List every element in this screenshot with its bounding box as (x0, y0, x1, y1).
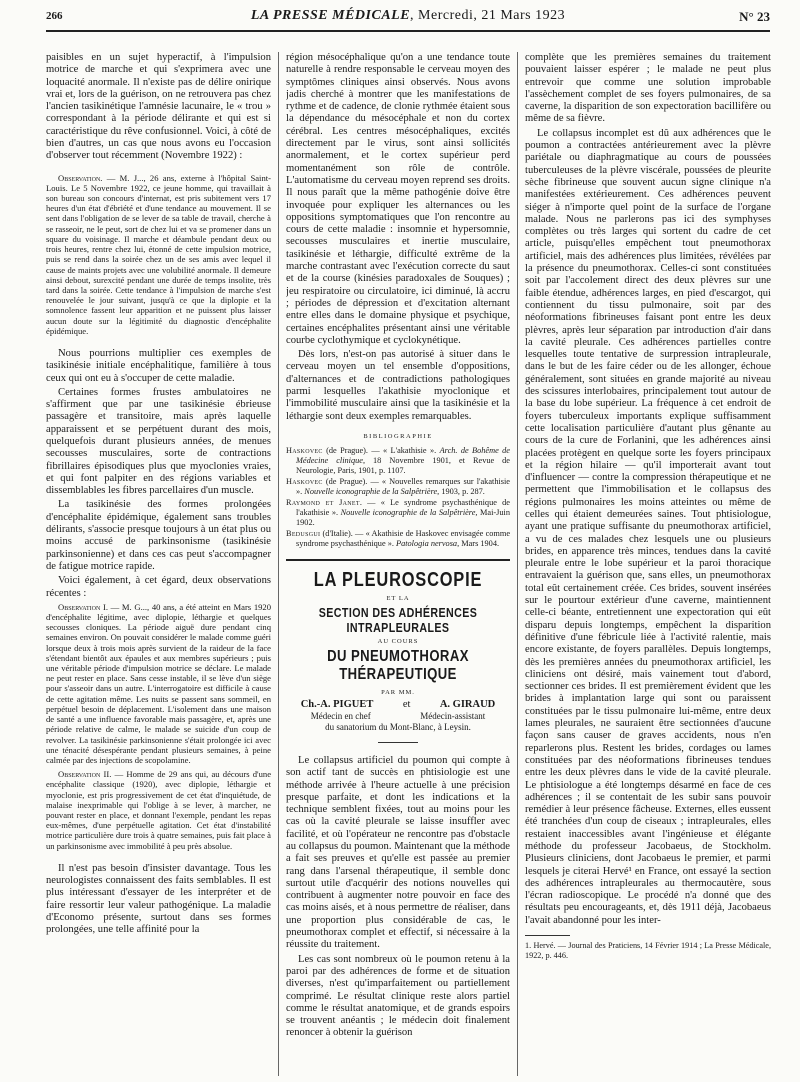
author-conjunction: et (402, 698, 411, 710)
paragraph: Dès lors, n'est-on pas autorisé à situer dans le cerveau moyen un tel ensemble d'oppositions, d'alternances et de contradictions pathologiques parmi lesquelles l'akathisie myoclonique et l'immobilité musculaire ainsi que la tasikinésie et la léthargie sont deux exemples remarquables. (286, 349, 510, 422)
observation-2 (46, 769, 271, 851)
paragraph: Certaines formes frustes ambulatoires ne s'affirment que par une tasikinésie ébrieuse passagère et transitoire, mais après laquelle apparaissent et se perpétuent durant des mois, quelquefois durant plusieurs années, de menues secousses musculaires, sorte de contractions fibrillaires épisodiques plus que myoclonies vraies, et qui font palpiter en des régions variables et dissemblables les fibres parcellaires d'un muscle. (46, 386, 271, 497)
masthead-title (46, 8, 770, 24)
bibliography-entry: Raymond et Janet. — « Le syndrome psychasthénique de l'akathisie ». Nouvelle iconographie de la Salpêtrière, Mai-Juin 1902. (286, 497, 510, 527)
column-3 (525, 52, 771, 1078)
paragraph: Voici également, à cet égard, deux observations récentes : (46, 575, 271, 599)
observation-label: Observation II. (58, 769, 112, 780)
issue-number: N° 23 (739, 9, 770, 24)
article-title: LA PLEUROSCOPIE (313, 568, 483, 591)
paragraph: Il n'est pas besoin d'insister davantage. Tous les neurologistes connaissent des faits semblables. Il est plus intéressant d'essayer de les interpréter et de faire ressortir leur valeur pathogénique. La maladie d'Economo présente, surtout dans ses formes prolongées, une telle affinité pour la (46, 862, 271, 936)
observation (46, 173, 271, 336)
paragraph: La tasikinésie des formes prolongées d'encéphalite épidémique, également sans troubles délirants, s'associe presque toujours à un état plus ou moins accusé de parkinsonisme (tasikinésie parkinsonienne) et dans ces cas peut s'accompagner de fatigue motrice rapide. (46, 499, 271, 572)
bibliography-list (286, 446, 510, 549)
paragraph: région mésocéphalique qu'on a une tendance toute naturelle à rendre responsable le cerveau moyen des symptômes cliniques ainsi observés. Nous avons jadis cherché à montrer que les manifestations de rythme et de cadence, de clonie rythmée étaient sous la dépendance du mésocéphale et non du cortex cérébral. Les centres mésocéphaliques, excités directement par le virus, sont ainsi sollicités anormalement, et le cortex supérieur perd momentanément son rôle de contrôle. L'automatisme du cerveau moyen reprend ses droits. Il nous paraît que la même pathogénie doive être invoquée pour expliquer les alternances ou les oppositions symptomatiques que l'on rencontre au cours de cette maladie : insomnie et hypersomnie, secousses musculaires et inertie musculaire, tasikinésie et léthargie, difficulté extrême de la marche contrastant avec l'exécution correcte du saut et de la course (kinésies paradoxales de Souques) ; jeu respiratoire ou circulatoire, ici diminué, là accru ; périodes de dépression et d'excitation alternant entre elles dans le domaine physique et psychique, certaines encéphalites présentant ainsi une véritable courbe cyclothymique et cyclokynétique. (286, 52, 510, 346)
author-2: A. GIRAUD (439, 698, 496, 710)
article-subtitle: SECTION DES ADHÉRENCES INTRAPLEURALES (318, 604, 478, 635)
paragraph: complète que les premières semaines du traitement pouvaient laisser espérer ; le malade ne peut plus entrevoir que comme une solution improbable l'assèchement complet de ses foyers pulmonaires, de sa caverne, la disparition de son expectoration bacillifère ou même de sa fièvre. (525, 52, 771, 125)
author-1: Ch.-A. PIGUET (300, 698, 374, 710)
authors (286, 699, 510, 710)
page-header (46, 6, 770, 32)
observation-label: Observation. (58, 172, 103, 183)
separator-rule (378, 742, 418, 743)
observation-text: — M. J..., 26 ans, externe à l'hôpital Saint-Louis. Le 5 Novembre 1922, ce jeune homme, qui travaillait à son bureau son concours d'internat, est pris subitement vers 17 heures d'un état d'ébriété et d'une tendance au mouvement. Il se sent dans l'obligation de se lever de sa table de travail, cherche à se rasseoir, ne le peut, sort de chez lui et va se promener dans un square du voisinage. Il marche et déambule pendant deux ou trois heures, rentre chez lui, étonné de cette impulsion motrice, puis se rend dans la soirée chez un de ses amis avec lequel il cause de maints projets avec une volubilité anormale. Il demeure ainsi debout, surexcité pendant une durée de temps insolite, très tard dans la soirée. Cette tendance à l'impulsion de marche s'est renouvelée le jour suivant, jusqu'à ce que la diplopie et la somnolence fassent leur apparition et ne puissent plus laisser aucun doute sur la légitimité du diagnostic d'encéphalite épidémique. (46, 172, 271, 336)
observation-1 (46, 602, 271, 765)
paragraph: Les cas sont nombreux où le poumon retenu à la paroi par des adhérences de forme et de situation diverses, n'est qu'imparfaitement ou partiellement comprimé. Le résultat clinique reste alors partiel comme le résultat anatomique, et de grands espoirs se trouvent anéantis ; le médecin doit finalement renoncer à obtenir la guérison (286, 953, 510, 1039)
byline-par: PAR MM. (381, 688, 415, 696)
paragraph: paisibles en un sujet hyperactif, à l'impulsion motrice de marche et qui s'exprimera avec une loquacité anormale. Il n'existe pas de délire onirique vrai et, lors de la guérison, on ne retrouvera pas chez l'ancien tasikinétique l'amnésie lacunaire, le « trou » correspondant à la période délirante et qui est si caractéristique du rêve confusionnel. Voici, à côté de bien d'autres, un cas que nous avons eu l'occasion d'observer tout récemment (Novembre 1922) : (46, 52, 271, 162)
page-number: 266 (46, 10, 63, 22)
column-divider (278, 52, 279, 1076)
author-roles (286, 711, 510, 721)
column-1 (46, 52, 271, 1078)
author-1-role: Médecin en chef (310, 710, 371, 721)
issue-date: , Mercredi, 21 Mars 1923 (410, 8, 566, 23)
author-2-role: Médecin-assistant (420, 710, 486, 721)
paragraph: Le collapsus incomplet est dû aux adhérences que le poumon a contractées antérieurement avec la plèvre pariétale ou diaphragmatique au cours de poussées tuberculeuses de la plèvre viscérale, poussées de pleurite sèche fibrineuse que souvent aucun signe clinique n'a manifestées extérieurement. Ces adhérences peuvent siéger à n'importe quel point de la surface de l'organe malade. Nous ne parlerons pas ici des symphyses complètes ou très larges qui sortent du cadre de cet article, puisqu'elles empêchent tout pneumothorax artificiel, mais des adhérences plus limitées, révélées par la présence du pneumothorax. Celles-ci sont constituées soit par l'accolement direct des deux plèvres sur une faible étendue, adhérences larges, en pied d'escargot, qui contiennent du tissu pulmonaire, soit par des néoformations fibrineuses faisant pont entre les deux plèvres, après leur séparation par introduction d'air dans la cavité pleurale. Ces adhérences partielles contre lesquelles toute tentative de surpression intrapleurale, dans le but de les faire céder ou de les allonger, échoue généralement, sont situées en grande majorité au niveau des scissures interlobaires, principalement tout autour de la base du lobe supérieur. La fréquence à cet endroit de foyers tuberculeux importants explique suffisamment cette localisation particulière d'autant plus gênante au cours de la cure de Forlanini, que les adhérences ainsi placées protègent en quelque sorte les foyers principaux et la région hilaire — qu'il importerait avant tout d'influencer — contre la compression thérapeutique et ne permettent que l'immobilisation et le collapsus des régions pulmonaires les moins atteintes ou même de celles qui étaient demeurées saines. Tout phtisiologue, ayant une pratique suffisante du pneumothorax artificiel, a vu de ces malades chez lesquels une ou plusieurs brides, en apparence très minces, tendues dans la cavité pleurale entre le lobe supérieur et la paroi thoracique entravaient la guérison que, sans elles, un pneumothorax total eût certainement créée. Ces brides, souvent insérées sur le pourtour extérieur d'une caverne, maintiennent celle-ci béante, entretiennent une expectoration qui eût disparu depuis longtemps, empêchent la disparition définitive d'une fébricule liée à l'activité ralentie, mais encore existante, de foyers parallèles. Depuis longtemps, dès les premières années du pneumothorax artificiel, les cliniciens ont désiré, mais vainement tout d'abord, sectionner ces brides. Il est premièrement évident que les brides à implantation large qui sont ou paraissent constituées par le tissu pulmonaire lui-même, entre deux lames pleurales, ne sauraient être sectionnées d'aucune façon sans causer de graves accidents, nous n'en reparlerons plus. Restent les brides, cordages ou lames constituées par des néoformations fibrineuses tendues entre les deux plèvres dans le vide de la cavité pleurale. Le phtisiologue a été longtemps désarmé en face de ces adhérences ; il se contentait de les subir sans pouvoir remédier à leur présence fâcheuse. Externes, elles eussent été tranchées d'un coup de ciseaux ; intrapleurales, elles restaient inaccessibles avant l'ingénieuse et élégante méthode du professeur Jacobaeus, de Stockholm. Plusieurs cliniciens, dont Jacobaeus le premier, et parmi lesquels je citerai Hervé¹ en France, ont essayé la section des adhérences intrapleurales au thermocautère, sous l'écran radioscopique. Le procédé n'a donné que des résultats peu encourageants, et, dès 1911 déjà, Jacobaeus l'avait abandonné pour les inter- (525, 127, 771, 926)
observation-label: Observation I. (58, 601, 108, 612)
article-heading (286, 559, 510, 743)
newspaper-name: LA PRESSE MÉDICALE (250, 8, 411, 23)
heading-connector: ET LA (386, 594, 410, 602)
footnote: 1. Hervé. — Journal des Praticiens, 14 Février 1914 ; La Presse Médicale, 1922, p. 446. (525, 941, 771, 961)
paragraph: Nous pourrions multiplier ces exemples de tasikinésie initiale encéphalitique, familière à tous ceux qui ont eu à s'occuper de cette maladie. (46, 347, 271, 384)
article-subtitle-2: DU PNEUMOTHORAX THÉRAPEUTIQUE (327, 647, 469, 683)
heading-connector: AU COURS (377, 637, 419, 645)
footnote-rule (525, 935, 570, 936)
bibliography-entry: Bedusgui (d'Italie). — « Akathisie de Haskovec envisagée comme syndrome psychasthénique ». Patologia nervosa, Mars 1904. (286, 528, 510, 548)
column-2 (286, 52, 510, 1078)
observation-text: — M. G..., 40 ans, a été atteint en Mars 1920 d'encéphalite légitime, avec diplopie, léthargie et quelques secousses cloniques. La période aiguë dure pendant cinq semaines environ. On pouvait considérer le malade comme guéri lorsque deux à trois mois après survient de la raideur de la face s'étendant bientôt aux épaules et aux membres supérieurs ; puis une véritable période d'impulsion motrice se déclare. Le malade ne peut rester en place. Sans cesse instable, il se lève d'un siège pour s'asseoir dans un autre. L'interrogatoire est difficile à cause de cette agitation même. Les nuits se passent sans sommeil, en perpétuel besoin de déplacement. L'isolement dans une maison de santé a une influence favorable mais passagère, et, après une période relative de calme, le malade se suicide d'un coup de revolver. La tasikinésie parkinsonienne s'était prolongée ici avec une ténacité désespérante pendant plusieurs semaines, à peine calmée par des injections de scopolamine. (46, 601, 271, 765)
bibliography-entry: Haskovec (de Prague). — « L'akathisie ». Arch. de Bohême de Médecine clinique, 18 Novembre 1901, et Revue de Neurologie, Paris, 1901, p. 1107. (286, 445, 510, 475)
paragraph: Le collapsus artificiel du poumon qui compte à son actif tant de succès en phtisiologie est une méthode arrivée à l'heure actuelle à une précision presque parfaite, et dont les indications et la technique semblent fixées, tout au moins pour les cas où la cavité pleurale se laisse insuffler avec facilité, et où l'opérateur ne rencontre pas d'obstacle au collapsus du poumon. Maintenant que la méthode a fait ses preuves et qu'elle est passée au premier rang dans l'arsenal thérapeutique, il semble donc surtout utile d'acquérir des notions nouvelles qui contribuent à augmenter notre pouvoir en face des cas moins aisés, et à nous permettre de réaliser, dans une proportion plus considérable de cas, le pneumothorax complet et effectif, si nécessaire à la réussite du traitement. (286, 754, 510, 951)
bibliography-entry: Haskovec (de Prague). — « Nouvelles remarques sur l'akathisie ». Nouvelle iconographie de la Salpêtrière, 1903, p. 287. (286, 476, 510, 496)
observation-text: — Homme de 29 ans qui, au décours d'une encéphalite classique (1920), avec diplopie, léthargie et myoclonie, est pris progressivement de cet état d'inquiétude, de malaise inexprimable qui l'oblige à se lever, à marcher, ne pouvant rester en place, et donnant l'exemple, pendant les repas eux-mêmes, d'une perpétuelle agitation. Cet état d'instabilité motrice particulière dure trois à quatre semaines, puis fait place à un parkinsonisme avec immobilité à peu près absolue. (46, 769, 271, 851)
column-divider (517, 52, 518, 1076)
bibliography-heading: BIBLIOGRAPHIE (363, 432, 433, 440)
affiliation: du sanatorium du Mont-Blanc, à Leysin. (325, 721, 471, 732)
